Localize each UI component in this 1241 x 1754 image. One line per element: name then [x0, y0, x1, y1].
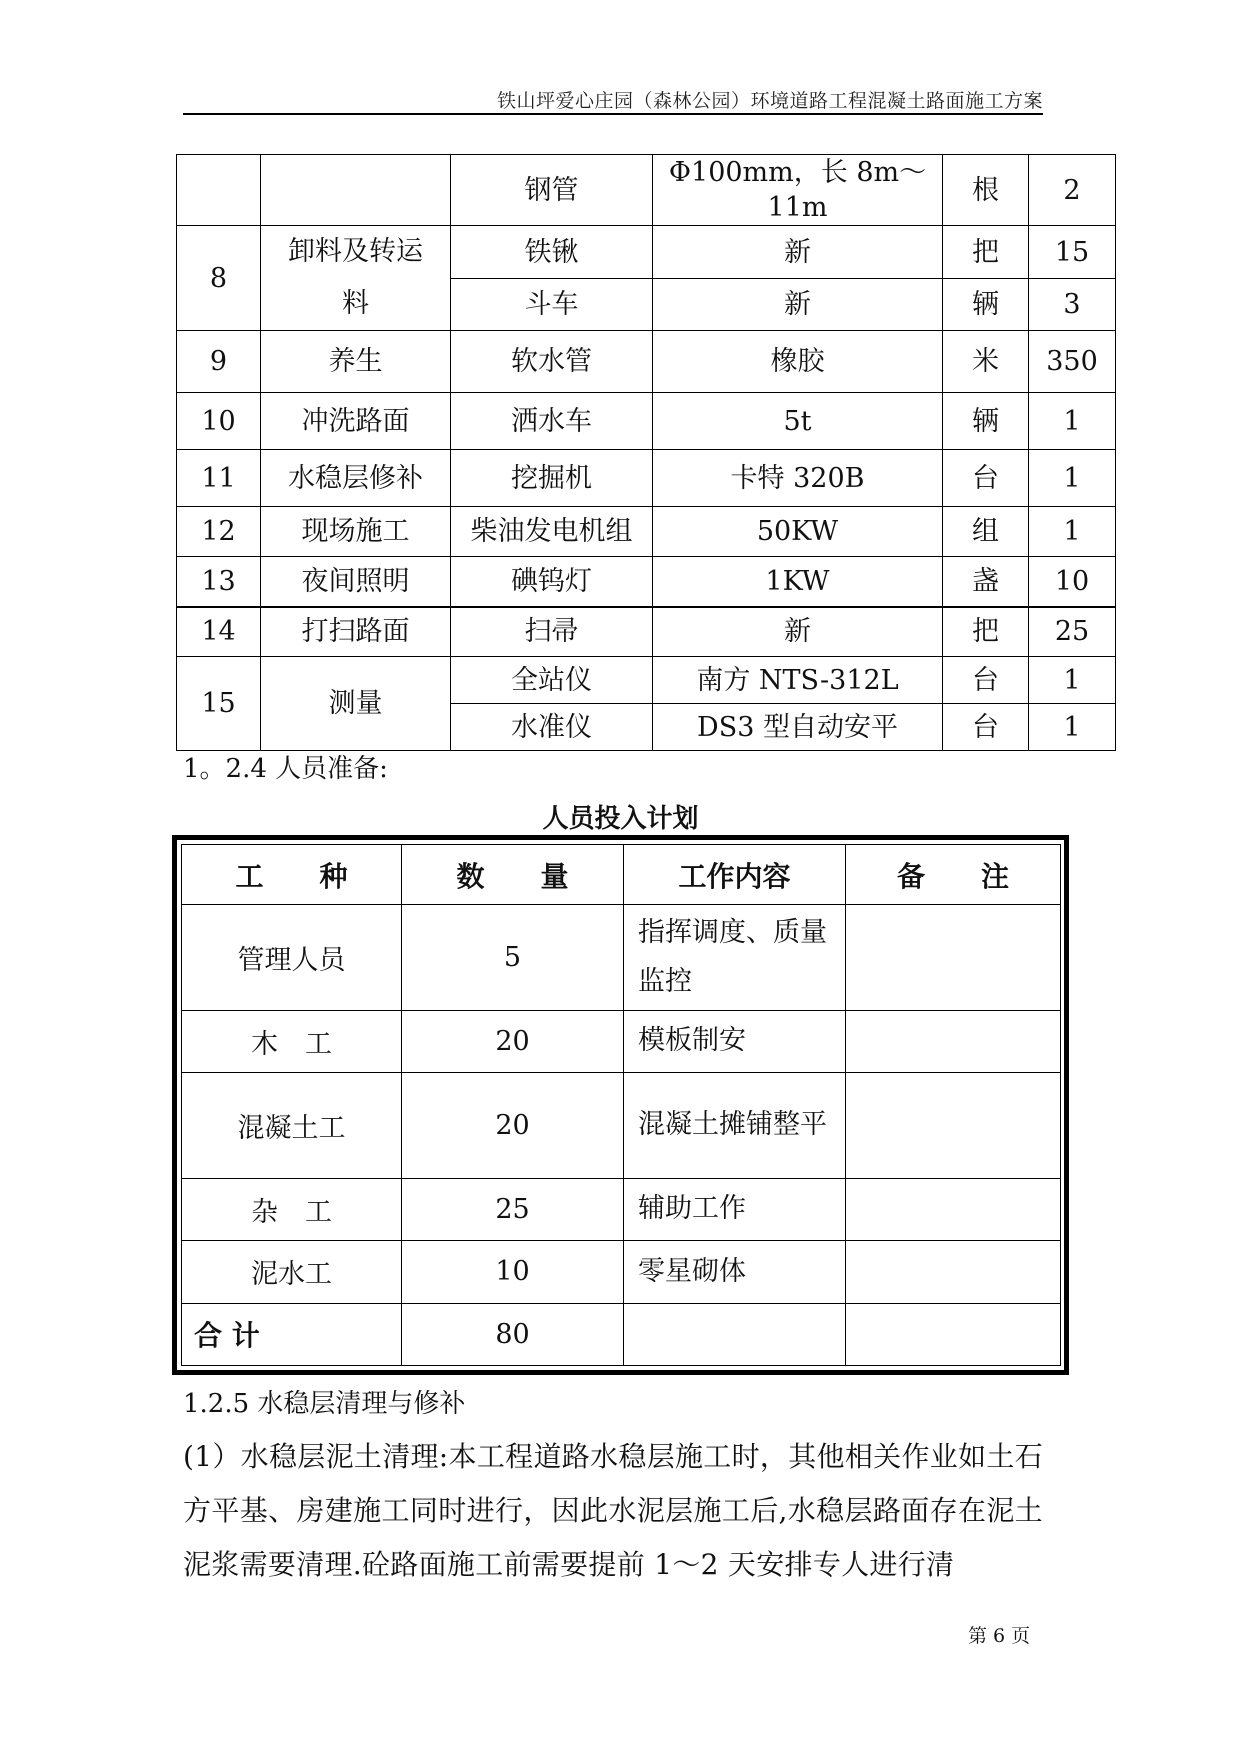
- equipment-name: 软水管: [451, 331, 653, 393]
- table-row: [177, 450, 1116, 507]
- staff-count: 20: [402, 1010, 624, 1072]
- total-content: [624, 1303, 846, 1365]
- equipment-spec: 新: [653, 279, 943, 331]
- equipment-name: 斗车: [451, 279, 653, 331]
- staff-note: [846, 1010, 1061, 1072]
- table-row: [177, 657, 1116, 704]
- equipment-qty: 15: [1029, 226, 1116, 279]
- equipment-unit: 台: [943, 704, 1029, 751]
- header-type: 工 种: [182, 845, 402, 905]
- total-note: [846, 1303, 1061, 1365]
- equipment-no: [177, 155, 261, 226]
- table-row: [177, 331, 1116, 393]
- staff-note: [846, 1073, 1061, 1179]
- equipment-name: 挖掘机: [451, 450, 653, 507]
- table-row: [182, 1178, 1061, 1240]
- equipment-qty: 1: [1029, 657, 1116, 704]
- equipment-qty: 10: [1029, 557, 1116, 607]
- staff-content: 指挥调度、质量监控: [624, 905, 846, 1011]
- equipment-name: 扫帚: [451, 607, 653, 657]
- equipment-unit: 组: [943, 507, 1029, 557]
- equipment-no: 11: [177, 450, 261, 507]
- staff-note: [846, 1241, 1061, 1303]
- equipment-spec: DS3 型自动安平: [653, 704, 943, 751]
- equipment-qty: 350: [1029, 331, 1116, 393]
- equipment-unit: 根: [943, 155, 1029, 226]
- table-row: [182, 1073, 1061, 1179]
- staff-note: [846, 1178, 1061, 1240]
- equipment-spec: 50KW: [653, 507, 943, 557]
- staff-plan-frame: [172, 835, 1069, 1375]
- equipment-qty: 1: [1029, 507, 1116, 557]
- equipment-spec: 橡胶: [653, 331, 943, 393]
- staff-count: 20: [402, 1073, 624, 1179]
- body-paragraph: (1）水稳层泥土清理:本工程道路水稳层施工时，其他相关作业如土石方平基、房建施工同时进行，因此水泥层施工后,水稳层路面存在泥土泥浆需要清理.砼路面施工前需要提前 1～2 天安排专人进行清: [183, 1440, 1043, 1581]
- staff-note: [846, 905, 1061, 1011]
- equipment-spec: 1KW: [653, 557, 943, 607]
- equipment-unit: 辆: [943, 393, 1029, 450]
- equipment-unit: 台: [943, 657, 1029, 704]
- table-row: [177, 155, 1116, 226]
- table-total-row: [182, 1303, 1061, 1365]
- table-row: [182, 905, 1061, 1011]
- equipment-no: 13: [177, 557, 261, 607]
- equipment-purpose: 现场施工: [261, 507, 451, 557]
- equipment-no: 9: [177, 331, 261, 393]
- staff-type: 杂 工: [182, 1178, 402, 1240]
- equipment-qty: 1: [1029, 450, 1116, 507]
- staff-count: 5: [402, 905, 624, 1011]
- equipment-qty: 25: [1029, 607, 1116, 657]
- equipment-name: 碘钨灯: [451, 557, 653, 607]
- equipment-spec: 5t: [653, 393, 943, 450]
- table-row: [177, 607, 1116, 657]
- staff-count: 25: [402, 1178, 624, 1240]
- staff-content: 模板制安: [624, 1010, 846, 1072]
- equipment-qty: 1: [1029, 393, 1116, 450]
- staff-content: 混凝土摊铺整平: [624, 1073, 846, 1179]
- staff-plan-title: 人员投入计划: [542, 804, 699, 834]
- equipment-no: 8: [177, 226, 261, 331]
- equipment-qty: 2: [1029, 155, 1116, 226]
- equipment-purpose: 卸料及转运料: [261, 226, 451, 331]
- table-row: [177, 226, 1116, 279]
- equipment-name: 水准仪: [451, 704, 653, 751]
- section-heading-staff: 1。2.4 人员准备:: [183, 754, 388, 784]
- equipment-qty: 3: [1029, 279, 1116, 331]
- table-row: [177, 507, 1116, 557]
- staff-content: 辅助工作: [624, 1178, 846, 1240]
- equipment-purpose: [261, 155, 451, 226]
- equipment-spec: 新: [653, 226, 943, 279]
- equipment-qty: 1: [1029, 704, 1116, 751]
- table-row: [182, 1241, 1061, 1303]
- staff-type: 木 工: [182, 1010, 402, 1072]
- equipment-table: [176, 154, 1116, 751]
- equipment-unit: 盏: [943, 557, 1029, 607]
- equipment-spec: 新: [653, 607, 943, 657]
- page-number: 第 6 页: [968, 1625, 1031, 1647]
- staff-content: 零星砌体: [624, 1241, 846, 1303]
- staff-type: 泥水工: [182, 1241, 402, 1303]
- staff-type: 管理人员: [182, 905, 402, 1011]
- equipment-name: 洒水车: [451, 393, 653, 450]
- header-content: 工作内容: [624, 845, 846, 905]
- equipment-no: 12: [177, 507, 261, 557]
- table-row: [177, 393, 1116, 450]
- equipment-unit: 台: [943, 450, 1029, 507]
- equipment-name: 钢管: [451, 155, 653, 226]
- header-count: 数 量: [402, 845, 624, 905]
- equipment-unit: 把: [943, 226, 1029, 279]
- equipment-purpose: 夜间照明: [261, 557, 451, 607]
- table-row: [182, 1010, 1061, 1072]
- section-heading-cleanup: 1.2.5 水稳层清理与修补: [183, 1389, 466, 1419]
- equipment-unit: 把: [943, 607, 1029, 657]
- staff-type: 混凝土工: [182, 1073, 402, 1179]
- header-rule: [183, 113, 1043, 115]
- equipment-unit: 米: [943, 331, 1029, 393]
- equipment-purpose: 水稳层修补: [261, 450, 451, 507]
- equipment-no: 10: [177, 393, 261, 450]
- equipment-purpose: 测量: [261, 657, 451, 751]
- table-header-row: [182, 845, 1061, 905]
- equipment-name: 铁锹: [451, 226, 653, 279]
- total-label: 合 计: [182, 1303, 402, 1365]
- equipment-unit: 辆: [943, 279, 1029, 331]
- equipment-no: 14: [177, 607, 261, 657]
- equipment-purpose: 打扫路面: [261, 607, 451, 657]
- staff-count: 10: [402, 1241, 624, 1303]
- equipment-purpose: 养生: [261, 331, 451, 393]
- page-header: 铁山坪爱心庄园（森林公园）环境道路工程混凝土路面施工方案: [496, 90, 1043, 112]
- equipment-purpose: 冲洗路面: [261, 393, 451, 450]
- equipment-no: 15: [177, 657, 261, 751]
- header-note: 备 注: [846, 845, 1061, 905]
- equipment-name: 全站仪: [451, 657, 653, 704]
- equipment-name: 柴油发电机组: [451, 507, 653, 557]
- table-row: [177, 557, 1116, 607]
- equipment-spec: Φ100mm，长 8m～11m: [653, 155, 943, 226]
- equipment-spec: 南方 NTS-312L: [653, 657, 943, 704]
- equipment-spec: 卡特 320B: [653, 450, 943, 507]
- total-count: 80: [402, 1303, 624, 1365]
- staff-plan-table: [181, 844, 1061, 1366]
